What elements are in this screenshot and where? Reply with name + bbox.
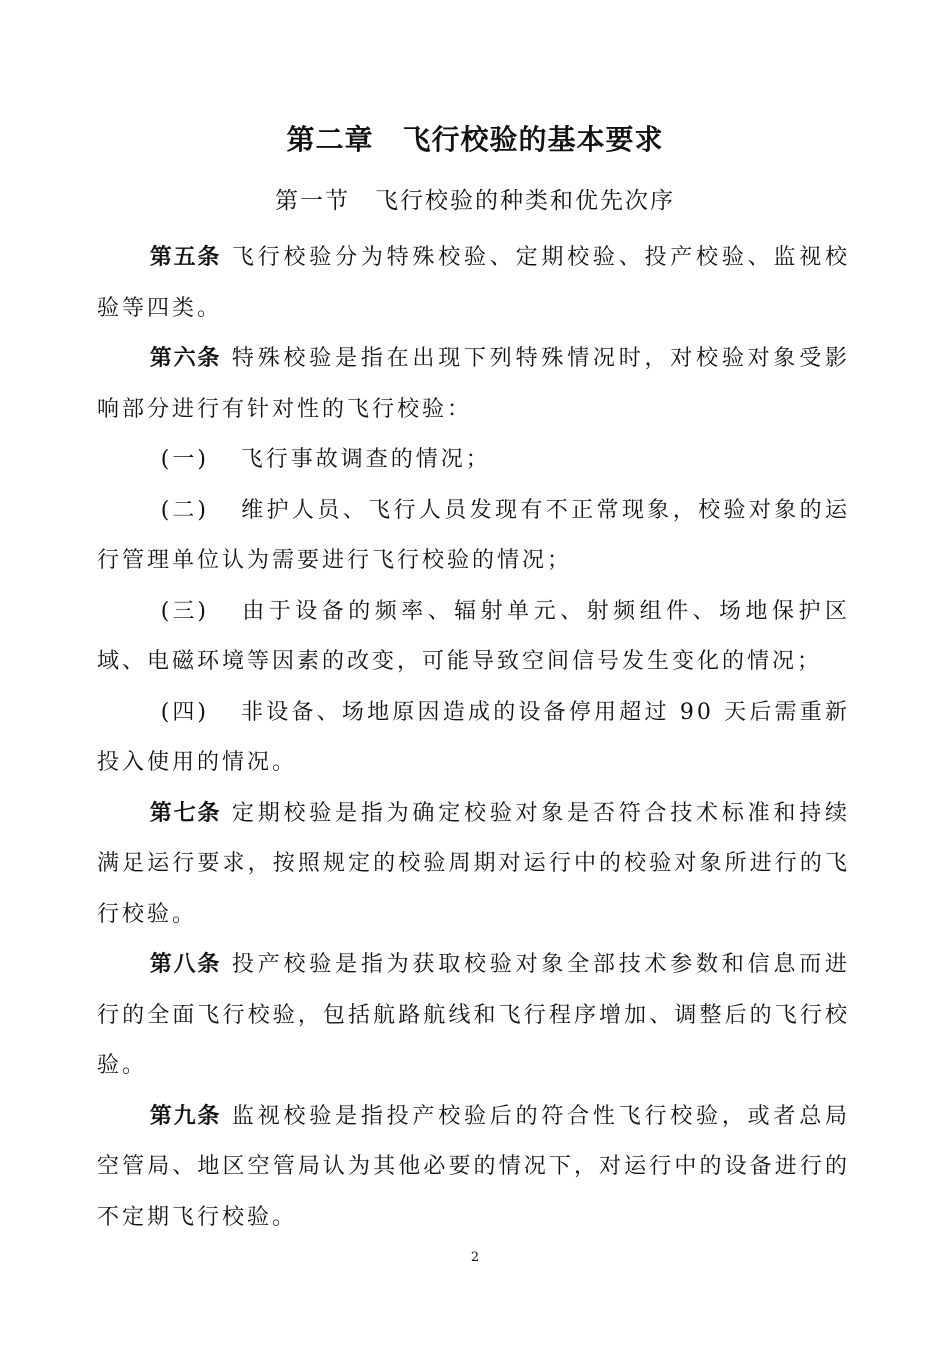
- article-text: 飞行校验分为特殊校验、定期校验、投产校验、监视校验等四类。: [97, 245, 850, 321]
- item-number: (四): [160, 699, 209, 725]
- article-6: [97, 334, 850, 435]
- list-item: [97, 688, 850, 789]
- chapter-title: 第二章 飞行校验的基本要求: [286, 123, 664, 156]
- article-label: 第七条: [149, 800, 222, 826]
- item-number: (二): [160, 497, 209, 523]
- item-number: (一): [160, 447, 209, 472]
- document-body: [97, 233, 850, 1243]
- item-text: 由于设备的频率、辐射单元、射频组件、场地保护区域、电磁环境等因素的改变，可能导致空间信号发生变化的情况；: [97, 598, 850, 674]
- item-number: (三): [160, 598, 209, 624]
- article-text: 监视校验是指投产校验后的符合性飞行校验，或者总局空管局、地区空管局认为其他必要的情况下，对运行中的设备进行的不定期飞行校验。: [97, 1103, 850, 1230]
- article-text: 投产校验是指为获取校验对象全部技术参数和信息而进行的全面飞行校验，包括航路航线和飞行程序增加、调整后的飞行校验。: [97, 952, 850, 1078]
- article-label: 第八条: [149, 952, 222, 977]
- list-item: [97, 486, 850, 587]
- article-label: 第五条: [149, 245, 222, 270]
- list-item: [97, 435, 850, 486]
- item-text: 维护人员、飞行人员发现有不正常现象，校验对象的运行管理单位认为需要进行飞行校验的情况；: [97, 497, 850, 573]
- article-9: [97, 1092, 850, 1244]
- article-label: 第六条: [149, 346, 222, 371]
- article-7: [97, 789, 850, 941]
- article-5: [97, 233, 850, 334]
- item-text: 非设备、场地原因造成的设备停用超过 90 天后需重新投入使用的情况。: [97, 699, 850, 775]
- article-text: 定期校验是指为确定校验对象是否符合技术标准和持续满足运行要求，按照规定的校验周期对运行中的校验对象所进行的飞行校验。: [97, 800, 850, 927]
- article-8: [97, 940, 850, 1092]
- article-text: 特殊校验是指在出现下列特殊情况时，对校验对象受影响部分进行有针对性的飞行校验：: [97, 346, 850, 422]
- page-number: 2: [470, 1250, 480, 1265]
- item-text: 飞行事故调查的情况；: [240, 447, 491, 472]
- section-title: 第一节 飞行校验的种类和优先次序: [275, 188, 675, 214]
- list-item: [97, 587, 850, 688]
- article-label: 第九条: [149, 1103, 222, 1129]
